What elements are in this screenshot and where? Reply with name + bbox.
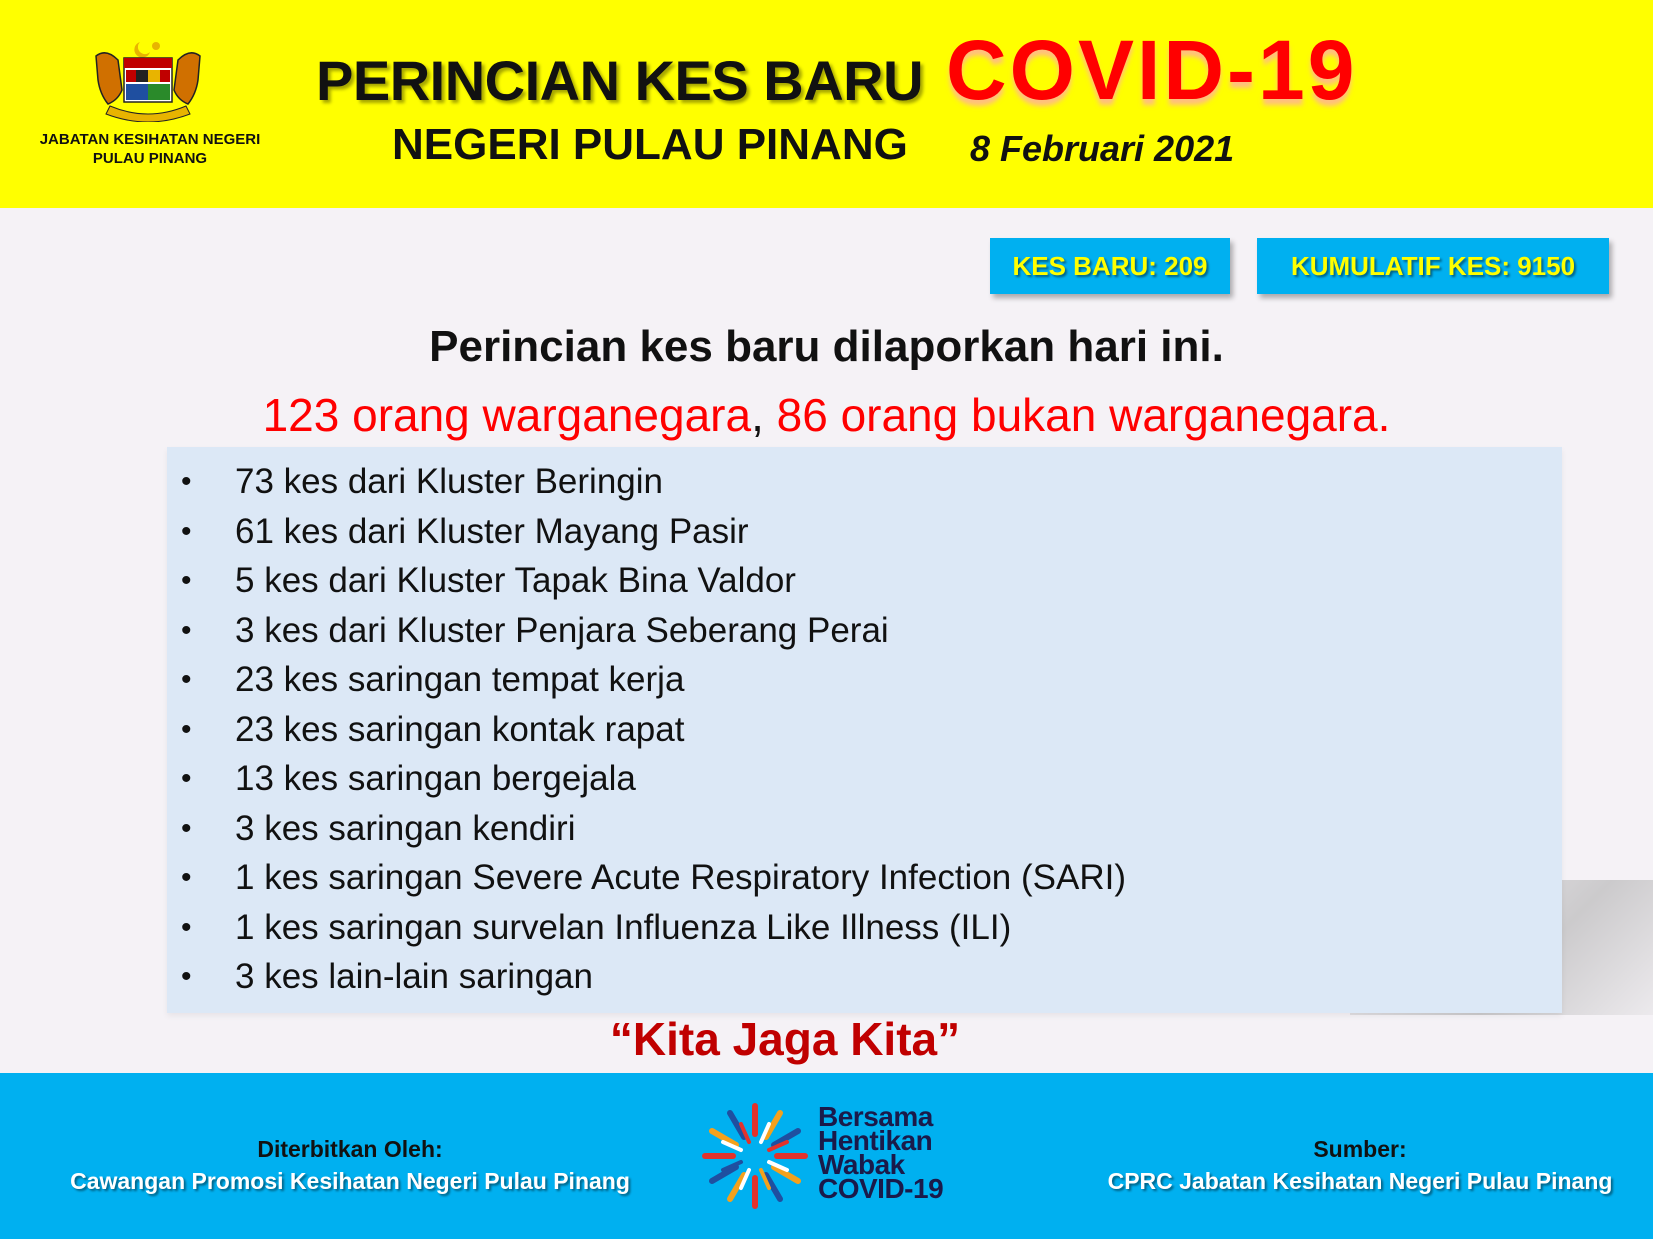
list-item: • 3 kes saringan kendiri xyxy=(167,804,1562,854)
bullet-icon: • xyxy=(181,564,192,597)
cumulative-cases-badge: KUMULATIF KES: 9150 xyxy=(1257,238,1609,294)
list-item: • 3 kes dari Kluster Penjara Seberang Perai xyxy=(167,606,1562,656)
department-name: JABATAN KESIHATAN NEGERI PULAU PINANG xyxy=(39,131,261,167)
bullet-icon: • xyxy=(181,762,192,795)
breakdown-separator: , xyxy=(751,389,764,441)
bullet-icon: • xyxy=(181,910,192,944)
list-item: • 1 kes saringan survelan Influenza Like Illness (ILI) xyxy=(167,903,1562,953)
publisher-name: Cawangan Promosi Kesihatan Negeri Pulau Pinang xyxy=(70,1168,630,1194)
header-banner xyxy=(0,0,1653,208)
bullet-icon: • xyxy=(181,861,192,894)
bullet-icon: • xyxy=(181,960,192,993)
source-block xyxy=(1090,1133,1630,1197)
page-title: PERINCIAN KES BARU xyxy=(316,49,924,112)
list-item: • 61 kes dari Kluster Mayang Pasir xyxy=(167,507,1562,557)
list-item: • 23 kes saringan kontak rapat xyxy=(167,705,1562,755)
list-item: • 73 kes dari Kluster Beringin xyxy=(167,457,1562,507)
campaign-text: Bersama Hentikan Wabak COVID-19 xyxy=(818,1101,944,1204)
list-item: • 13 kes saringan bergejala xyxy=(167,754,1562,804)
citizenship-breakdown xyxy=(0,388,1653,442)
bullet-icon: • xyxy=(181,613,192,647)
citizens-count: 123 orang warganegara xyxy=(262,389,752,441)
bullet-icon: • xyxy=(181,465,192,498)
bullet-icon: • xyxy=(181,712,192,746)
state-name: NEGERI PULAU PINANG xyxy=(392,120,908,169)
slogan: “Kita Jaga Kita” xyxy=(609,1013,961,1065)
list-item: • 23 kes saringan tempat kerja xyxy=(167,655,1562,705)
report-date: 8 Februari 2021 xyxy=(970,128,1235,169)
new-cases-badge: KES BARU: 209 xyxy=(990,238,1230,294)
case-list xyxy=(167,447,1562,1013)
list-item: • 5 kes dari Kluster Tapak Bina Valdor xyxy=(167,556,1562,606)
sunburst-campaign-logo-icon xyxy=(700,1101,810,1211)
section-heading: Perincian kes baru dilaporkan hari ini. xyxy=(429,322,1224,371)
list-item: • 3 kes lain-lain saringan xyxy=(167,952,1562,1002)
bullet-icon: • xyxy=(181,514,192,548)
breakdown-end: . xyxy=(1377,389,1391,441)
footer-banner xyxy=(0,1073,1653,1239)
non-citizens-count: 86 orang bukan warganegara xyxy=(776,389,1378,441)
bullet-icon: • xyxy=(181,811,192,845)
source-label: Sumber: xyxy=(1313,1136,1407,1162)
malaysia-coat-of-arms-icon xyxy=(88,36,208,122)
source-name: CPRC Jabatan Kesihatan Negeri Pulau Pinang xyxy=(1107,1168,1613,1194)
publisher-block xyxy=(30,1133,670,1197)
list-item: • 1 kes saringan Severe Acute Respiratory Infection (SARI) xyxy=(167,853,1562,903)
publisher-label: Diterbitkan Oleh: xyxy=(257,1136,443,1162)
covid-title: COVID-19 xyxy=(946,23,1358,117)
bullet-icon: • xyxy=(181,663,192,696)
